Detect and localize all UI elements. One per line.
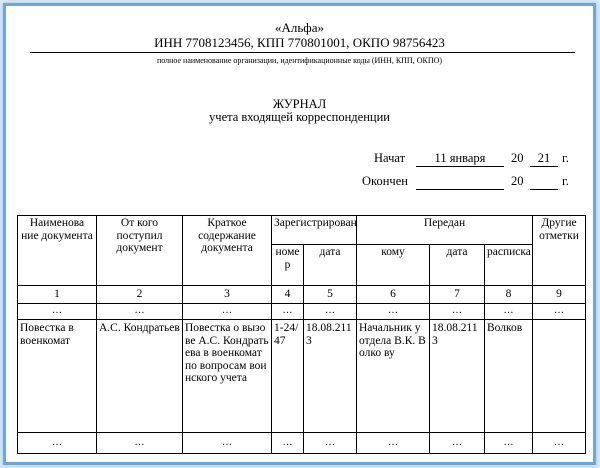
column-number: 3 <box>183 286 272 304</box>
correspondence-table <box>17 215 586 454</box>
header-other-marks: Другие отметки <box>533 216 586 286</box>
ellipsis-cell: … <box>183 304 272 320</box>
header-from-whom: От кого поступил документ <box>97 216 183 286</box>
header-registered: Зарегистрирован <box>272 216 357 245</box>
header-tr-date: дата <box>430 245 485 286</box>
ellipsis-cell: … <box>272 304 304 320</box>
finished-label: Окончен <box>362 174 408 188</box>
started-year-suffix: г. <box>562 151 569 165</box>
ellipsis-cell: … <box>272 433 304 454</box>
column-number: 1 <box>18 286 97 304</box>
ellipsis-cell: … <box>183 433 272 454</box>
header-summary: Краткое содержание документа <box>183 216 272 286</box>
started-day: 11 января <box>434 151 486 165</box>
started-year-line <box>530 166 558 167</box>
ellipsis-cell: … <box>430 433 485 454</box>
started-label: Начат <box>374 151 406 165</box>
table-row <box>18 320 586 433</box>
column-number: 5 <box>304 286 357 304</box>
entry-summary: Повестка о вызове А.С. Кондратьева в военкомат по вопросам воинского учета <box>183 320 272 433</box>
header-receipt: расписка <box>485 245 533 286</box>
ellipsis-cell: … <box>485 433 533 454</box>
final-ellipsis-row <box>18 433 586 454</box>
organization-underline <box>30 52 575 53</box>
ellipsis-cell: … <box>485 304 533 320</box>
ellipsis-row <box>18 304 586 320</box>
entry-to-whom: Начальник у отдела В.К. Волко ву <box>357 320 430 433</box>
ellipsis-cell: … <box>430 304 485 320</box>
ellipsis-cell: … <box>97 433 183 454</box>
started-year: 21 <box>537 151 551 165</box>
column-number: 4 <box>272 286 304 304</box>
finished-day-line <box>416 189 504 190</box>
journal-subtitle: учета входящей корреспонденции <box>209 110 390 124</box>
started-century: 20 <box>511 151 524 165</box>
organization-name: «Альфа» <box>275 20 324 35</box>
column-number: 2 <box>97 286 183 304</box>
ellipsis-cell: … <box>357 304 430 320</box>
header-reg-number: номе р <box>272 245 304 286</box>
entry-other-marks <box>533 320 586 433</box>
organization-codes: ИНН 7708123456, КПП 770801001, ОКПО 98756423 <box>154 35 445 50</box>
header-to-whom: кому <box>357 245 430 286</box>
ellipsis-cell: … <box>18 304 97 320</box>
ellipsis-cell: … <box>357 433 430 454</box>
organization-caption: полное наименование организации, идентификационные коды (ИНН, КПП, ОКПО) <box>156 56 443 65</box>
ellipsis-cell: … <box>304 304 357 320</box>
entry-reg-date: 18.08.2113 <box>304 320 357 433</box>
header-row-1 <box>18 216 586 245</box>
ellipsis-cell: … <box>533 433 586 454</box>
finished-year-line <box>530 189 558 190</box>
entry-from-whom: А.С. Кондратьев <box>97 320 183 433</box>
ellipsis-cell: … <box>97 304 183 320</box>
ellipsis-cell: … <box>18 433 97 454</box>
entry-doc-name: Повестка в военкомат <box>18 320 97 433</box>
column-number: 7 <box>430 286 485 304</box>
entry-receipt: Волков <box>485 320 533 433</box>
header-transferred: Передан <box>357 216 533 245</box>
column-number: 6 <box>357 286 430 304</box>
finished-century: 20 <box>511 174 524 188</box>
ellipsis-cell: … <box>304 433 357 454</box>
ellipsis-cell: … <box>533 304 586 320</box>
header-reg-date: дата <box>304 245 357 286</box>
column-number-row <box>18 286 586 304</box>
entry-reg-number: 1-24/47 <box>272 320 304 433</box>
column-number: 8 <box>485 286 533 304</box>
started-day-line <box>416 166 504 167</box>
entry-tr-date: 18.08.2113 <box>430 320 485 433</box>
journal-title: ЖУРНАЛ <box>272 97 327 111</box>
document-page <box>3 3 596 465</box>
header-doc-name: Наименова ние документа <box>18 216 97 286</box>
finished-year-suffix: г. <box>562 174 569 188</box>
column-number: 9 <box>533 286 586 304</box>
